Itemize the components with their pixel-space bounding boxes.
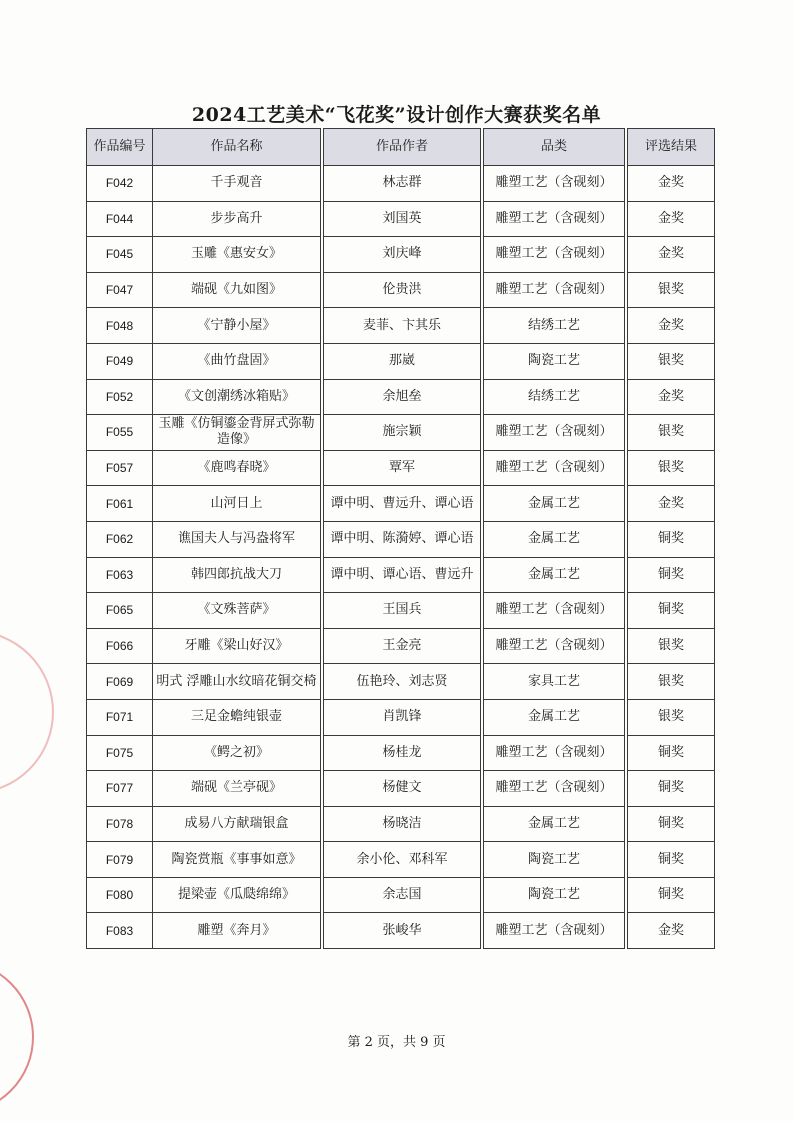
author-cell: 张峻华 [324, 913, 481, 949]
result-cell: 银奖 [628, 272, 715, 308]
work-id-cell: F083 [87, 913, 153, 949]
result-cell: 铜奖 [628, 557, 715, 593]
category-cell: 金属工艺 [484, 486, 625, 522]
author-cell: 施宗颖 [324, 415, 481, 451]
category-cell: 雕塑工艺（含砚刻） [484, 913, 625, 949]
work-id-cell: F052 [87, 379, 153, 415]
result-cell: 银奖 [628, 415, 715, 451]
work-id-cell: F065 [87, 593, 153, 629]
table-row [87, 379, 715, 415]
header-cell: 作品编号 [87, 129, 153, 166]
work-name-cell: 《鳄之初》 [153, 735, 321, 771]
table-row [87, 735, 715, 771]
author-cell: 王金亮 [324, 628, 481, 664]
table-row [87, 166, 715, 202]
work-id-cell: F080 [87, 877, 153, 913]
red-seal-stamp [0, 630, 54, 794]
work-name-cell: 韩四郎抗战大刀 [153, 557, 321, 593]
work-id-cell: F049 [87, 343, 153, 379]
work-name-cell: 《文创潮绣冰箱贴》 [153, 379, 321, 415]
result-cell: 银奖 [628, 628, 715, 664]
table-row [87, 450, 715, 486]
result-cell: 铜奖 [628, 771, 715, 807]
table-row [87, 308, 715, 344]
work-id-cell: F047 [87, 272, 153, 308]
table-row [87, 557, 715, 593]
result-cell: 银奖 [628, 343, 715, 379]
author-cell: 杨晓洁 [324, 806, 481, 842]
work-id-cell: F078 [87, 806, 153, 842]
category-cell: 雕塑工艺（含砚刻） [484, 166, 625, 202]
work-id-cell: F061 [87, 486, 153, 522]
category-cell: 陶瓷工艺 [484, 877, 625, 913]
table-row [87, 628, 715, 664]
result-cell: 金奖 [628, 166, 715, 202]
category-cell: 雕塑工艺（含砚刻） [484, 237, 625, 273]
result-cell: 银奖 [628, 664, 715, 700]
result-cell: 铜奖 [628, 593, 715, 629]
work-name-cell: 雕塑《奔月》 [153, 913, 321, 949]
table-row [87, 593, 715, 629]
result-cell: 铜奖 [628, 842, 715, 878]
category-cell: 金属工艺 [484, 806, 625, 842]
table-row [87, 237, 715, 273]
author-cell: 林志群 [324, 166, 481, 202]
result-cell: 金奖 [628, 486, 715, 522]
category-cell: 金属工艺 [484, 521, 625, 557]
category-cell: 家具工艺 [484, 664, 625, 700]
work-id-cell: F066 [87, 628, 153, 664]
work-id-cell: F063 [87, 557, 153, 593]
table-row [87, 842, 715, 878]
category-cell: 结绣工艺 [484, 379, 625, 415]
category-cell: 雕塑工艺（含砚刻） [484, 272, 625, 308]
result-cell: 铜奖 [628, 806, 715, 842]
page-footer: 第 2 页，共 9 页 [347, 1035, 446, 1050]
author-cell: 伍艳玲、刘志贤 [324, 664, 481, 700]
work-name-cell: 千手观音 [153, 166, 321, 202]
category-cell: 金属工艺 [484, 557, 625, 593]
author-cell: 王国兵 [324, 593, 481, 629]
result-cell: 金奖 [628, 308, 715, 344]
category-cell: 雕塑工艺（含砚刻） [484, 771, 625, 807]
author-cell: 麦菲、卞其乐 [324, 308, 481, 344]
work-name-cell: 山河日上 [153, 486, 321, 522]
category-cell: 雕塑工艺（含砚刻） [484, 450, 625, 486]
work-name-cell: 牙雕《梁山好汉》 [153, 628, 321, 664]
header-cell: 评选结果 [628, 129, 715, 166]
author-cell: 谭中明、谭心语、曹远升 [324, 557, 481, 593]
result-cell: 金奖 [628, 237, 715, 273]
category-cell: 雕塑工艺（含砚刻） [484, 628, 625, 664]
result-cell: 金奖 [628, 201, 715, 237]
table-row [87, 415, 715, 451]
author-cell: 余小伦、邓科军 [324, 842, 481, 878]
work-name-cell: 成易八方献瑞银盒 [153, 806, 321, 842]
work-name-cell: 端砚《兰亭砚》 [153, 771, 321, 807]
result-cell: 银奖 [628, 450, 715, 486]
table-body [87, 166, 715, 949]
table-row [87, 486, 715, 522]
category-cell: 雕塑工艺（含砚刻） [484, 593, 625, 629]
table-row [87, 521, 715, 557]
author-cell: 覃军 [324, 450, 481, 486]
result-cell: 金奖 [628, 913, 715, 949]
result-cell: 银奖 [628, 699, 715, 735]
document-title: 2024工艺美术“飞花奖”设计创作大赛获奖名单 [191, 104, 602, 126]
table-row [87, 664, 715, 700]
category-cell: 雕塑工艺（含砚刻） [484, 415, 625, 451]
table-row [87, 913, 715, 949]
work-name-cell: 《鹿鸣春晓》 [153, 450, 321, 486]
work-id-cell: F048 [87, 308, 153, 344]
category-cell: 陶瓷工艺 [484, 842, 625, 878]
author-cell: 谭中明、曹远升、谭心语 [324, 486, 481, 522]
category-cell: 雕塑工艺（含砚刻） [484, 201, 625, 237]
work-id-cell: F057 [87, 450, 153, 486]
work-name-cell: 《曲竹盘固》 [153, 343, 321, 379]
work-id-cell: F071 [87, 699, 153, 735]
result-cell: 铜奖 [628, 735, 715, 771]
work-name-cell: 玉雕《惠安女》 [153, 237, 321, 273]
author-cell: 伦贵洪 [324, 272, 481, 308]
table-row [87, 272, 715, 308]
work-name-cell: 谯国夫人与冯盎将军 [153, 521, 321, 557]
author-cell: 那崴 [324, 343, 481, 379]
work-name-cell: 《宁静小屋》 [153, 308, 321, 344]
work-id-cell: F062 [87, 521, 153, 557]
work-id-cell: F044 [87, 201, 153, 237]
work-id-cell: F075 [87, 735, 153, 771]
awards-table [86, 128, 715, 949]
work-id-cell: F042 [87, 166, 153, 202]
work-id-cell: F069 [87, 664, 153, 700]
work-id-cell: F079 [87, 842, 153, 878]
work-name-cell: 步步高升 [153, 201, 321, 237]
table-row [87, 806, 715, 842]
table-row [87, 343, 715, 379]
author-cell: 谭中明、陈漪婷、谭心语 [324, 521, 481, 557]
result-cell: 铜奖 [628, 877, 715, 913]
category-cell: 雕塑工艺（含砚刻） [484, 735, 625, 771]
table-row [87, 699, 715, 735]
author-cell: 杨桂龙 [324, 735, 481, 771]
work-name-cell: 明式 浮雕山水纹暗花铜交椅 [153, 664, 321, 700]
author-cell: 刘国英 [324, 201, 481, 237]
work-name-cell: 陶瓷赏瓶《事事如意》 [153, 842, 321, 878]
work-name-cell: 端砚《九如图》 [153, 272, 321, 308]
work-id-cell: F077 [87, 771, 153, 807]
work-id-cell: F055 [87, 415, 153, 451]
result-cell: 金奖 [628, 379, 715, 415]
header-cell: 作品作者 [324, 129, 481, 166]
author-cell: 余志国 [324, 877, 481, 913]
category-cell: 陶瓷工艺 [484, 343, 625, 379]
author-cell: 余旭垒 [324, 379, 481, 415]
table-row [87, 201, 715, 237]
table-header-row [87, 129, 715, 166]
category-cell: 结绣工艺 [484, 308, 625, 344]
work-name-cell: 三足金蟾纯银壶 [153, 699, 321, 735]
author-cell: 肖凯锋 [324, 699, 481, 735]
table-row [87, 877, 715, 913]
work-id-cell: F045 [87, 237, 153, 273]
work-name-cell: 提梁壶《瓜瓞绵绵》 [153, 877, 321, 913]
work-name-cell: 玉雕《仿铜鎏金背屏式弥勒造像》 [153, 415, 321, 451]
work-name-cell: 《文殊菩萨》 [153, 593, 321, 629]
table-row [87, 771, 715, 807]
author-cell: 杨健文 [324, 771, 481, 807]
header-cell: 品类 [484, 129, 625, 166]
header-cell: 作品名称 [153, 129, 321, 166]
result-cell: 铜奖 [628, 521, 715, 557]
author-cell: 刘庆峰 [324, 237, 481, 273]
category-cell: 金属工艺 [484, 699, 625, 735]
